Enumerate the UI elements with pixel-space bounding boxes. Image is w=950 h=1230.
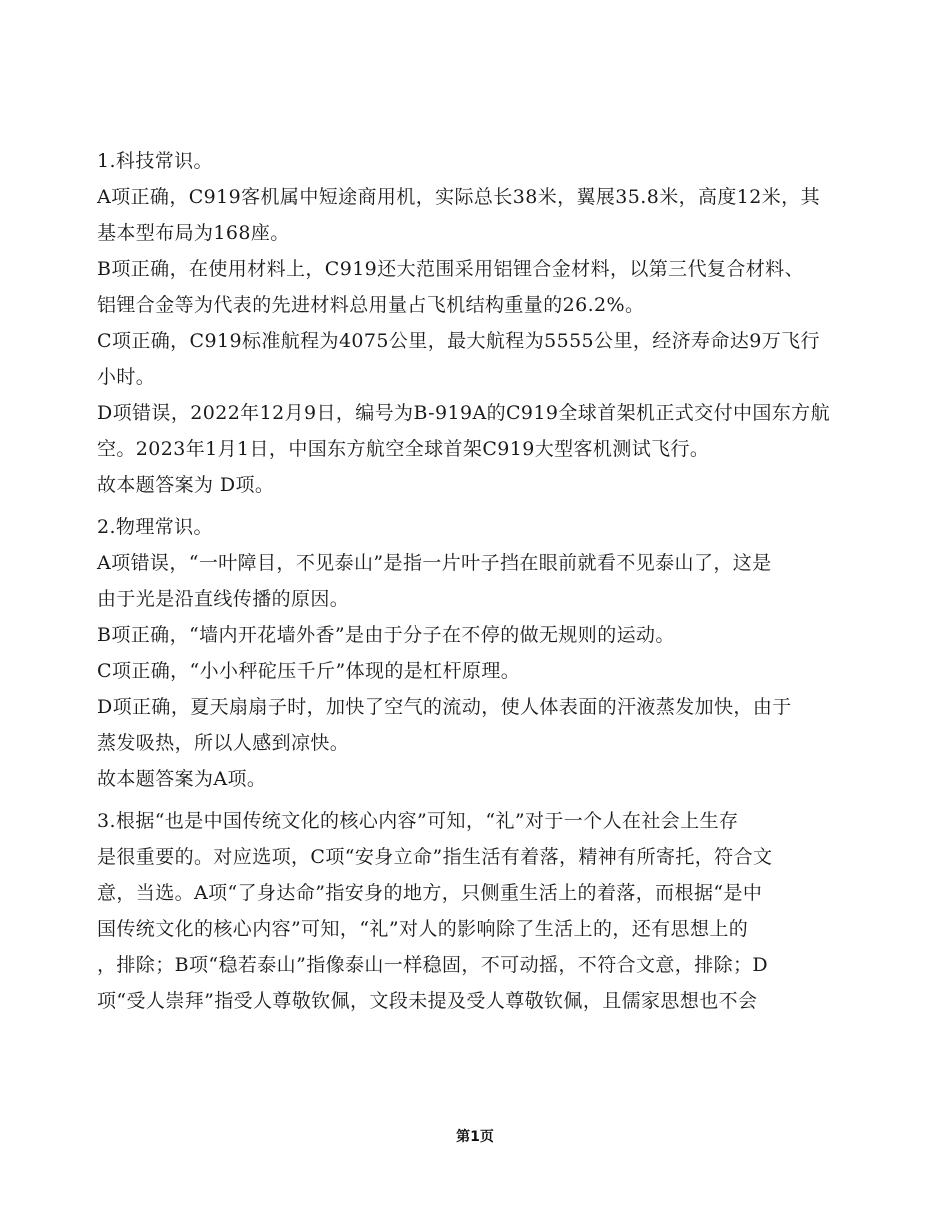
text-line: 项“受人崇拜”指受人尊敬钦佩，文段未提及受人尊敬钦佩，且儒家思想也不会: [97, 990, 758, 1012]
section-heading: 2.物理常识。: [97, 516, 213, 538]
answer-section-1: [97, 143, 872, 503]
text-line: 蒸发吸热，所以人感到凉快。: [97, 732, 350, 754]
text-line: 空。2023年1月1日，中国东方航空全球首架C919大型客机测试飞行。: [97, 438, 710, 460]
text-line: 铝锂合金等为代表的先进材料总用量占飞机结构重量的26.2%。: [97, 294, 645, 316]
answer-conclusion: 故本题答案为A项。: [97, 768, 267, 790]
answer-content: [97, 143, 872, 1025]
text-line: 由于光是沿直线传播的原因。: [97, 588, 350, 610]
text-line: A项正确，C919客机属中短途商用机，实际总长38米，翼展35.8米，高度12米，其: [97, 186, 820, 208]
text-line: D项正确，夏天扇扇子时，加快了空气的流动，使人体表面的汗液蒸发加快，由于: [97, 696, 792, 718]
answer-conclusion: 故本题答案为 D项。: [97, 474, 275, 496]
answer-section-2: [97, 509, 872, 797]
text-line: 是很重要的。对应选项，C项“安身立命”指生活有着落，精神有所寄托，符合文: [97, 846, 773, 868]
section-heading: 3.根据“也是中国传统文化的核心内容”可知，“礼”对于一个人在社会上生存: [97, 810, 739, 832]
text-line: 意，当选。A项“了身达命”指安身的地方，只侧重生活上的着落，而根据“是中: [97, 882, 763, 904]
text-line: D项错误，2022年12月9日，编号为B-919A的C919全球首架机正式交付中国东方航: [97, 402, 830, 424]
text-line: C项正确，C919标准航程为4075公里，最大航程为5555公里，经济寿命达9万飞行: [97, 330, 820, 352]
text-line: B项正确，在使用材料上，C919还大范围采用铝锂合金材料，以第三代复合材料、: [97, 258, 804, 280]
text-line: 小时。: [97, 366, 156, 388]
text-line: 基本型布局为168座。: [97, 222, 290, 244]
text-line: 国传统文化的核心内容”可知，“礼”对人的影响除了生活上的，还有思想上的: [97, 918, 749, 940]
text-line: C项正确，“小小秤砣压千斤”体现的是杠杆原理。: [97, 660, 521, 682]
page-number: 第1页: [456, 1129, 494, 1145]
text-line: A项错误，“一叶障目，不见泰山”是指一片叶子挡在眼前就看不见泰山了，这是: [97, 552, 772, 574]
text-line: ，排除；B项“稳若泰山”指像泰山一样稳固，不可动摇，不符合文意，排除；D: [97, 954, 769, 976]
answer-section-3: [97, 803, 872, 1019]
section-heading: 1.科技常识。: [97, 150, 213, 172]
text-line: B项正确，“墙内开花墙外香”是由于分子在不停的做无规则的运动。: [97, 624, 675, 646]
